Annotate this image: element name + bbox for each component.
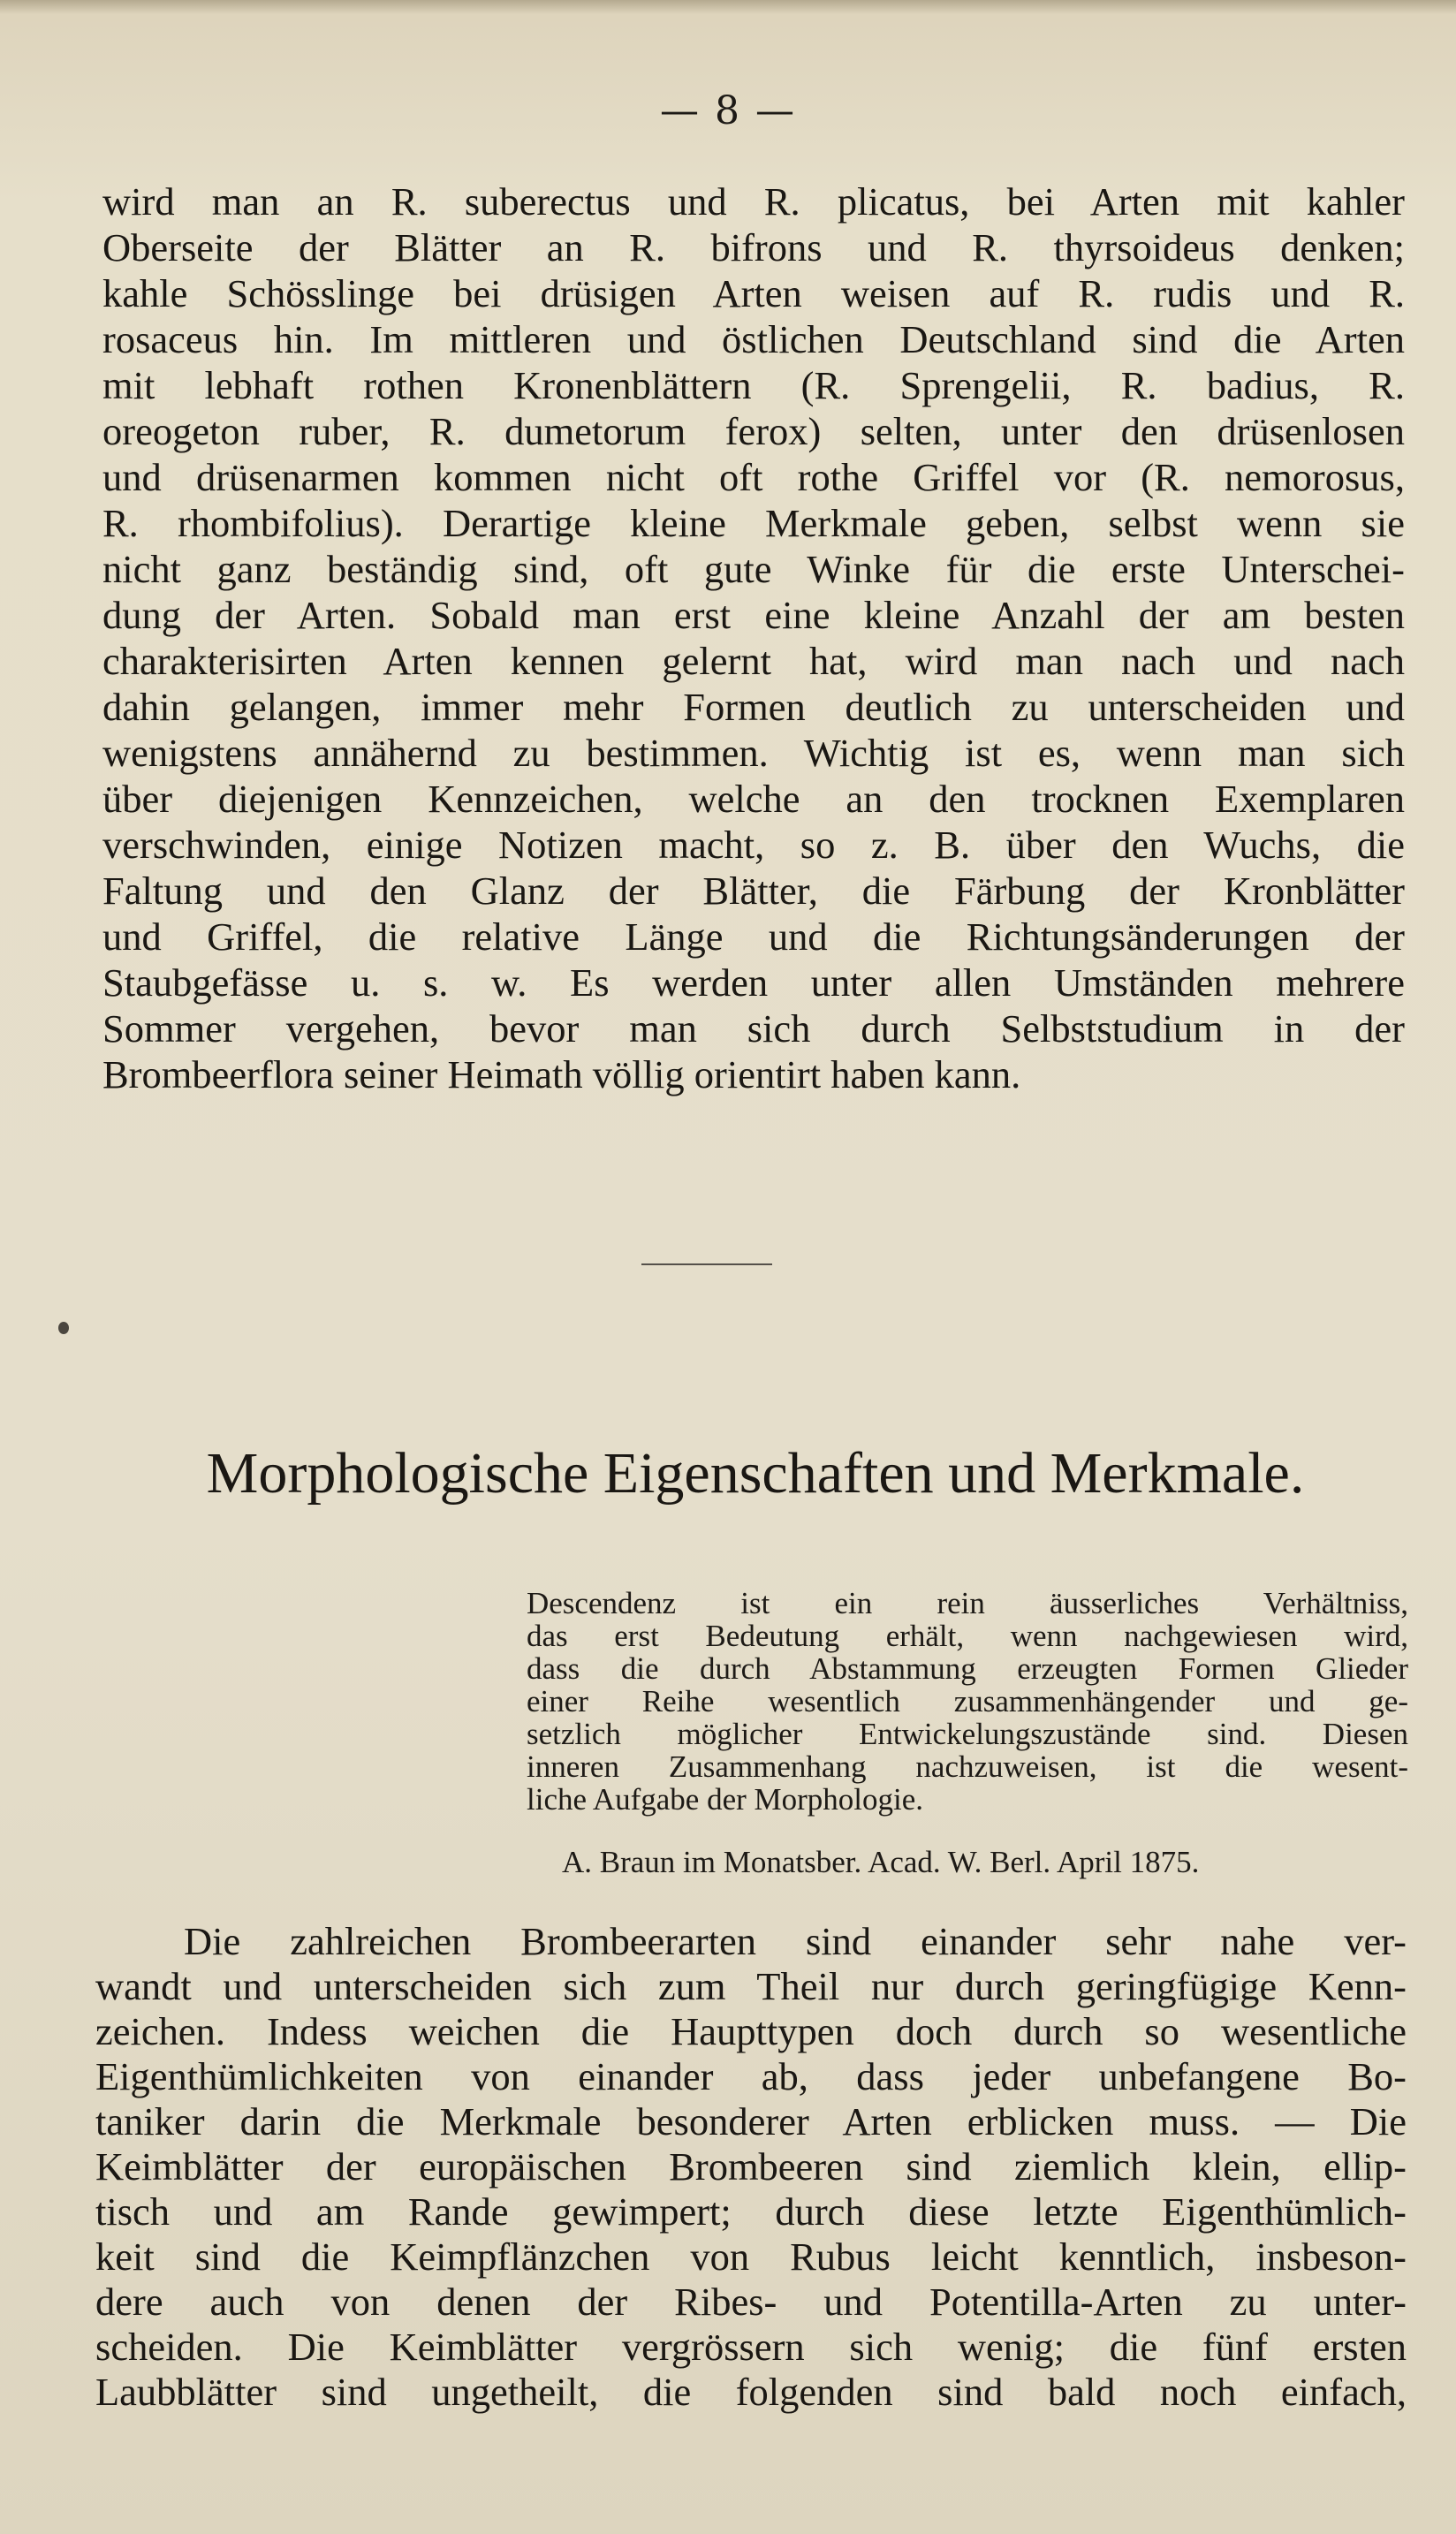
- text-line: kahle Schösslinge bei drüsigen Arten weisen auf R. rudis und R.: [102, 271, 1405, 315]
- paragraph-1: [102, 178, 1405, 1097]
- text-line: rosaceus hin. Im mittleren und östlichen Deutschland sind die Arten: [102, 317, 1405, 361]
- text-line: Sommer vergehen, bevor man sich durch Selbststudium in der: [102, 1006, 1405, 1051]
- text-line: wandt und unterscheiden sich zum Theil nur durch geringfügige Kenn-: [95, 1964, 1407, 2008]
- epigraph-line: Descendenz ist ein rein äusserliches Verhältniss,: [527, 1586, 1408, 1620]
- text-line: oreogeton ruber, R. dumetorum ferox) selten, unter den drüsenlosen: [102, 409, 1405, 453]
- epigraph-line: dass die durch Abstammung erzeugten Formen Glieder: [527, 1651, 1408, 1686]
- text-line: Staubgefässe u. s. w. Es werden unter allen Umständen mehrere: [102, 960, 1405, 1005]
- text-line: Laubblätter sind ungetheilt, die folgenden sind bald noch einfach,: [95, 2370, 1407, 2414]
- epigraph-line: das erst Bedeutung erhält, wenn nachgewiesen wird,: [527, 1619, 1408, 1653]
- page-number: — 8 —: [660, 88, 796, 133]
- text-line: wird man an R. suberectus und R. plicatus, bei Arten mit kahler: [102, 179, 1405, 224]
- section-heading: Morphologische Eigenschaften und Merkmale.: [206, 1441, 1305, 1506]
- text-line: und Griffel, die relative Länge und die Richtungsänderungen der: [102, 914, 1405, 959]
- section-divider: [641, 1263, 772, 1265]
- text-line: und drüsenarmen kommen nicht oft rothe Griffel vor (R. nemorosus,: [102, 455, 1405, 499]
- epigraph-line: inneren Zusammenhang nachzuweisen, ist die wesent-: [527, 1749, 1408, 1784]
- text-line: wenigstens annähernd zu bestimmen. Wichtig ist es, wenn man sich: [102, 731, 1405, 775]
- text-line: scheiden. Die Keimblätter vergrössern sich wenig; die fünf ersten: [95, 2325, 1407, 2369]
- text-line: verschwinden, einige Notizen macht, so z. B. über den Wuchs, die: [102, 823, 1405, 867]
- text-line: Eigenthümlichkeiten von einander ab, dass jeder unbefangene Bo-: [95, 2054, 1407, 2098]
- text-line: mit lebhaft rothen Kronenblättern (R. Sprengelii, R. badius, R.: [102, 363, 1405, 407]
- text-line: Die zahlreichen Brombeerarten sind einander sehr nahe ver-: [184, 1919, 1407, 1963]
- text-line: dere auch von denen der Ribes- und Potentilla-Arten zu unter-: [95, 2280, 1407, 2324]
- page-top-edge: [0, 0, 1456, 14]
- text-line: tisch und am Rande gewimpert; durch diese letzte Eigenthümlich-: [95, 2189, 1407, 2234]
- text-line: nicht ganz beständig sind, oft gute Winke für die erste Unterschei-: [102, 547, 1405, 591]
- text-line: R. rhombifolius). Derartige kleine Merkmale geben, selbst wenn sie: [102, 501, 1405, 545]
- epigraph-attribution: A. Braun im Monatsber. Acad. W. Berl. April 1875.: [562, 1845, 1200, 1879]
- text-line: Faltung und den Glanz der Blätter, die Färbung der Kronblätter: [102, 869, 1405, 913]
- text-line: taniker darin die Merkmale besonderer Arten erblicken muss. — Die: [95, 2099, 1407, 2143]
- text-line: Oberseite der Blätter an R. bifrons und R. thyrsoideus denken;: [102, 225, 1405, 269]
- epigraph: [527, 1587, 1408, 1816]
- text-line: Keimblätter der europäischen Brombeeren sind ziemlich klein, ellip-: [95, 2144, 1407, 2189]
- epigraph-line: setzlich möglicher Entwickelungszustände sind. Diesen: [527, 1717, 1408, 1751]
- epigraph-line: liche Aufgabe der Morphologie.: [527, 1782, 924, 1817]
- text-line: dahin gelangen, immer mehr Formen deutlich zu unterscheiden und: [102, 685, 1405, 729]
- ink-speck: [58, 1322, 69, 1334]
- text-line: Brombeerflora seiner Heimath völlig orientirt haben kann.: [102, 1052, 1021, 1096]
- epigraph-line: einer Reihe wesentlich zusammenhängender und ge-: [527, 1684, 1408, 1718]
- text-line: zeichen. Indess weichen die Haupttypen doch durch so wesentliche: [95, 2009, 1407, 2053]
- text-line: charakterisirten Arten kennen gelernt hat, wird man nach und nach: [102, 639, 1405, 683]
- text-line: dung der Arten. Sobald man erst eine kleine Anzahl der am besten: [102, 593, 1405, 637]
- text-line: keit sind die Keimpflänzchen von Rubus leicht kenntlich, insbeson-: [95, 2234, 1407, 2279]
- text-line: über diejenigen Kennzeichen, welche an den trocknen Exemplaren: [102, 777, 1405, 821]
- paragraph-2: [95, 1919, 1407, 2415]
